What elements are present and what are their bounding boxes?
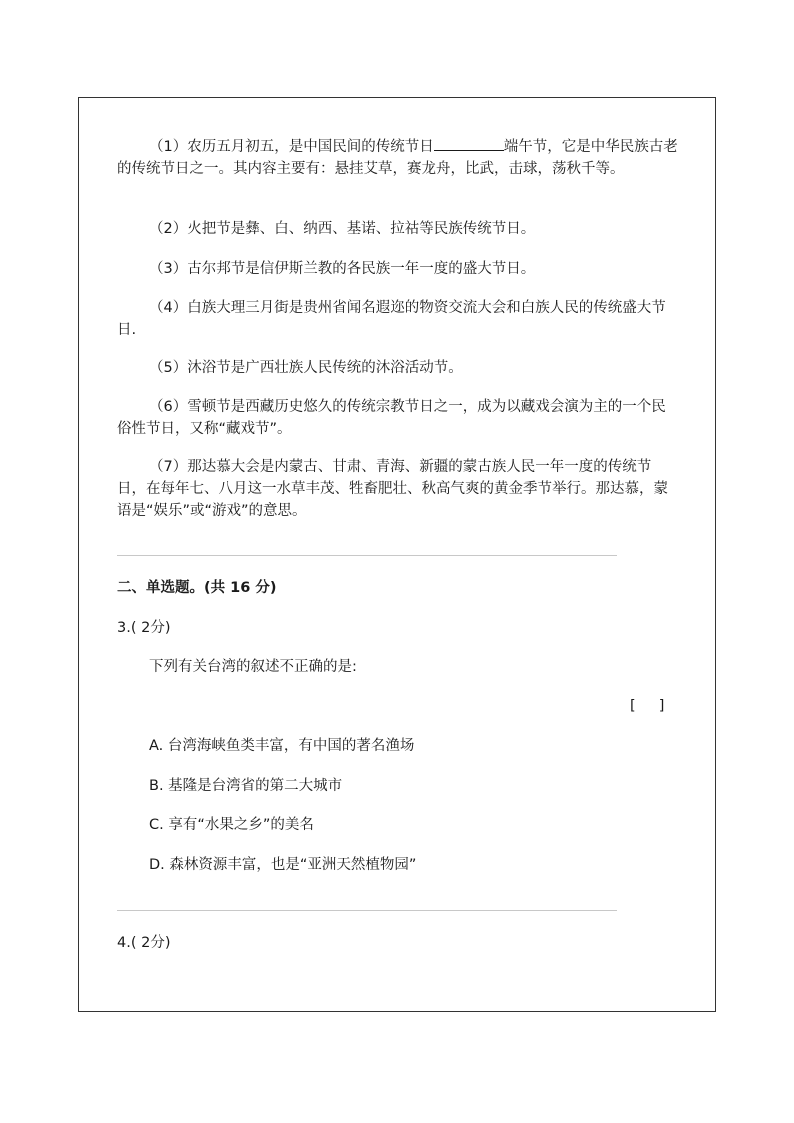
question-3-stem: 下列有关台湾的叙述不正确的是: xyxy=(149,659,357,675)
passage-paragraph-5: （5）沐浴节是广西壮族人民传统的沐浴活动节。 xyxy=(149,360,463,376)
divider xyxy=(117,910,617,911)
option-a: A. 台湾海峡鱼类丰富，有中国的著名渔场 xyxy=(149,738,415,754)
passage-paragraph-4: （4）白族大理三月街是贵州省闻名遐迩的物资交流大会和白族人民的传统盛大节日. xyxy=(117,300,666,338)
question-number: 3. xyxy=(117,620,131,636)
paragraph-1-text-start: （1）农历五月初五，是中国民间的传统节日 xyxy=(149,139,434,155)
passage-paragraph-7: （7）那达慕大会是内蒙古、甘肃、青海、新疆的蒙古族人民一年一度的传统节日，在每年七、八月这一水草丰茂、牲畜肥壮、秋高气爽的黄金季节举行。那达慕，蒙语是“娱乐”或“游戏”的意思。 xyxy=(117,459,668,519)
passage-paragraph-1 xyxy=(117,136,679,180)
passage-paragraph-6: （6）雪顿节是西藏历史悠久的传统宗教节日之一，成为以藏戏会演为主的一个民俗性节日，又称“藏戏节”。 xyxy=(117,399,666,437)
question-number: 4. xyxy=(117,935,131,951)
question-3-header xyxy=(117,617,171,639)
option-c: C. 享有“水果之乡”的美名 xyxy=(149,817,314,833)
passage-paragraph-3: （3）古尔邦节是信伊斯兰教的各民族一年一度的盛大节日。 xyxy=(149,261,536,277)
question-4-header xyxy=(117,932,171,954)
divider xyxy=(117,555,617,556)
section-title: 二、单选题。(共 16 分) xyxy=(117,580,277,596)
fill-in-blank xyxy=(434,136,504,151)
option-d: D. 森林资源丰富，也是“亚洲天然植物园” xyxy=(149,857,417,873)
passage-paragraph-2: （2）火把节是彝、白、纳西、基诺、拉祜等民族传统节日。 xyxy=(149,221,536,237)
answer-bracket: [ ] xyxy=(630,698,665,714)
option-b: B. 基隆是台湾省的第二大城市 xyxy=(149,778,343,794)
question-score: ( 2分) xyxy=(130,620,171,636)
question-score: ( 2分) xyxy=(130,935,171,951)
paragraph-1-text-end: 端午节，它是中华民族古老的传统节日之一。其内容主要有：悬挂艾草，赛龙舟，比武，击球，荡秋千等。 xyxy=(117,139,678,177)
